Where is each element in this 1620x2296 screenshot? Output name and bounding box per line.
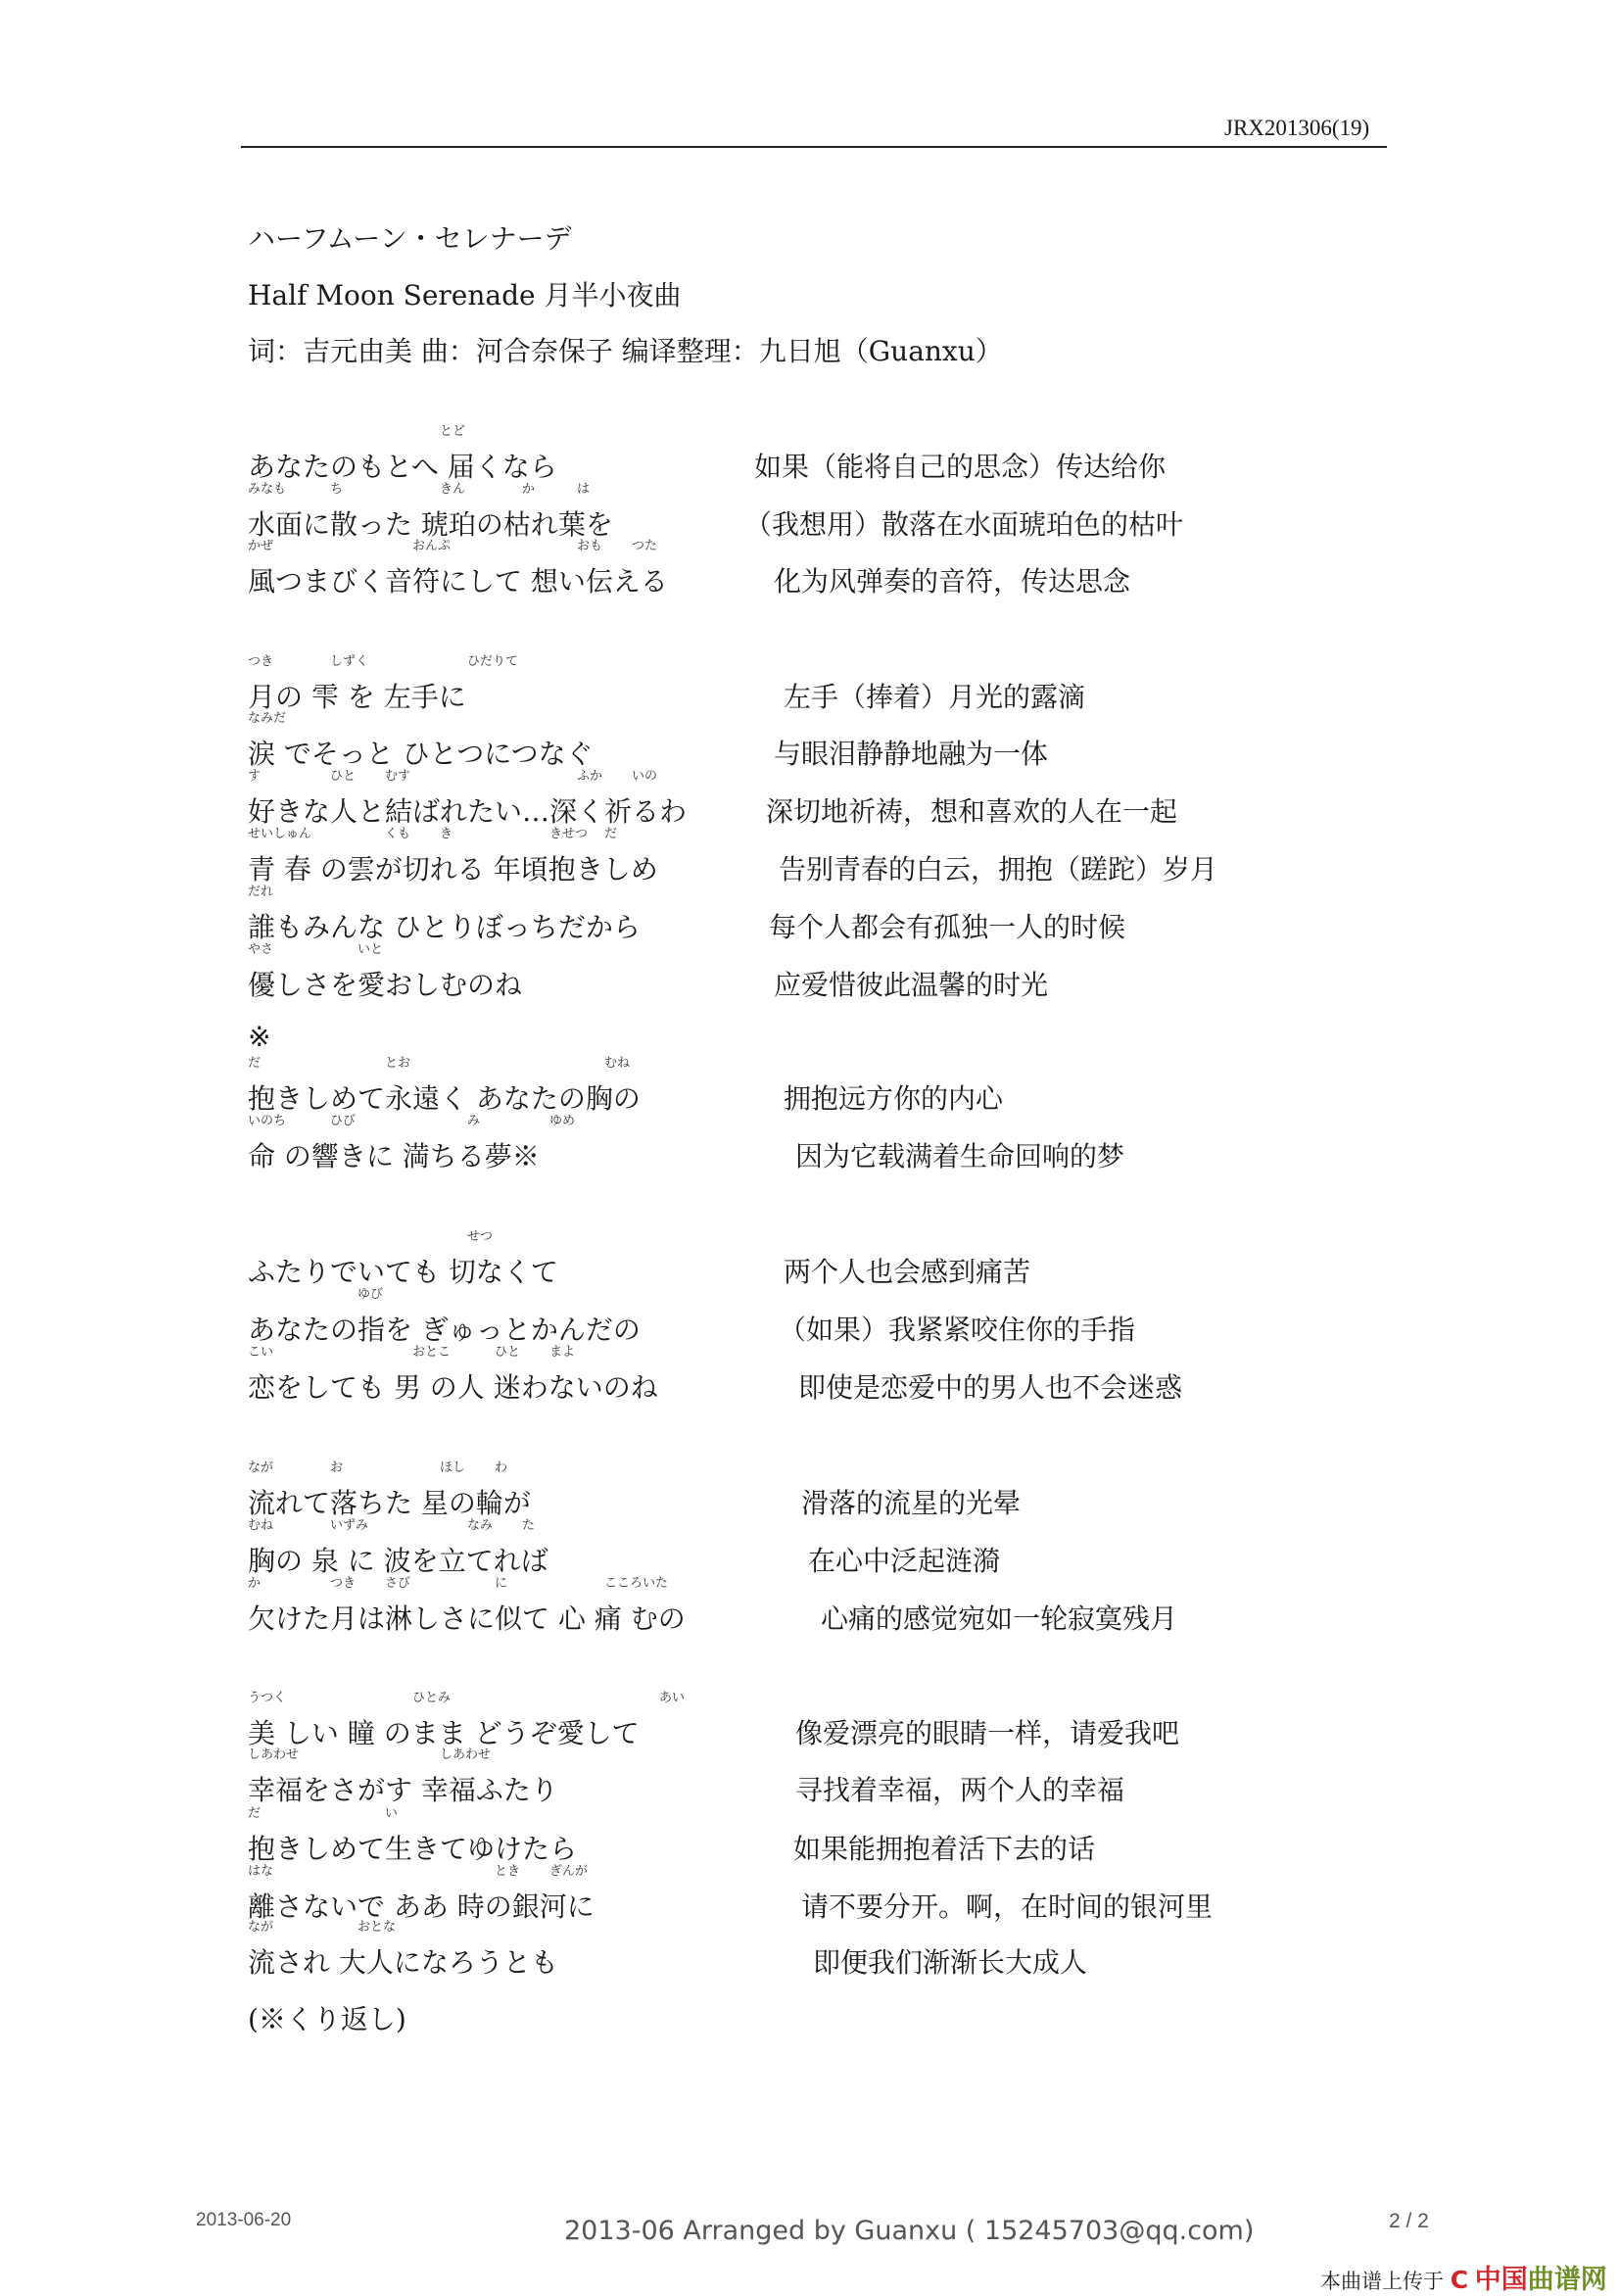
lyric-line-cn: 因为它载满着生命回响的梦 <box>795 1140 1125 1172</box>
title-credits: 词：吉元由美 曲：河合奈保子 编译整理：九日旭（Guanxu） <box>248 335 1003 367</box>
footer-page-number: 2 / 2 <box>1389 2210 1429 2232</box>
furigana: つた <box>632 539 658 553</box>
furigana: おとこ <box>412 1345 452 1360</box>
lyric-line-jp: 優しさを愛おしむのね <box>248 969 523 1001</box>
lyric-line-cn: 即便我们渐渐长大成人 <box>813 1946 1088 1979</box>
footer-date: 2013-06-20 <box>196 2210 292 2230</box>
furigana: いの <box>632 769 658 784</box>
furigana: だれ <box>248 885 274 899</box>
header-divider <box>241 146 1387 148</box>
furigana: だ <box>248 1806 262 1821</box>
furigana: やさ <box>248 942 274 957</box>
lyric-line-jp: 好きな人と結ばれたい…深く祈るわ <box>248 795 688 828</box>
furigana: せつ <box>467 1229 494 1244</box>
furigana: いずみ <box>330 1518 369 1533</box>
lyric-line-cn: 两个人也会感到痛苦 <box>784 1256 1031 1288</box>
watermark-brand-b: 曲谱网 <box>1527 2265 1607 2295</box>
furigana: こい <box>248 1345 274 1360</box>
lyric-line-cn: （我想用）散落在水面琥珀色的枯叶 <box>744 508 1184 541</box>
lyric-line-jp: 月の 雫 を 左手に <box>248 681 466 713</box>
lyric-line-cn: 请不要分开。啊，在时间的银河里 <box>801 1890 1214 1923</box>
lyric-line-cn: 告别青春的白云，拥抱（蹉跎）岁月 <box>779 853 1218 885</box>
lyric-line-jp: 誰もみんな ひとりぼっちだから <box>248 911 641 943</box>
title-japanese: ハーフムーン・セレナーデ <box>248 222 572 255</box>
furigana: しあわせ <box>248 1747 300 1762</box>
furigana: しずく <box>330 654 369 669</box>
lyric-line-cn: 应爱惜彼此温馨的时光 <box>774 969 1049 1001</box>
furigana: とお <box>385 1056 411 1071</box>
furigana: つき <box>330 1576 357 1591</box>
lyric-line-jp: 美 しい 瞳 のまま どうぞ愛して <box>248 1717 640 1749</box>
furigana: とき <box>495 1864 521 1879</box>
lyric-line-cn: 心痛的感觉宛如一轮寂寞残月 <box>821 1602 1178 1635</box>
furigana: かぜ <box>248 539 274 553</box>
furigana: しあわせ <box>440 1747 492 1762</box>
furigana: に <box>495 1576 508 1591</box>
furigana: むす <box>385 769 411 784</box>
furigana: おんぷ <box>412 539 452 553</box>
footer-arranged-by: 2013-06 Arranged by Guanxu ( 15245703@qq.com) <box>564 2216 1255 2246</box>
lyric-line-cn: 像爱漂亮的眼睛一样，请爱我吧 <box>795 1717 1180 1749</box>
lyric-line-jp: 胸の 泉 に 波を立てれば <box>248 1545 548 1577</box>
lyric-line-cn: 深切地祈祷，想和喜欢的人在一起 <box>766 795 1178 828</box>
lyric-line-jp: 欠けた月は淋しさに似て 心 痛 むの <box>248 1602 686 1635</box>
furigana: あい <box>659 1691 686 1705</box>
furigana: ほし <box>440 1460 466 1475</box>
furigana: ひび <box>330 1114 357 1128</box>
lyric-line-jp: 恋をしても 男 の人 迷わないのね <box>248 1371 658 1404</box>
furigana: か <box>522 482 536 497</box>
furigana: ひと <box>495 1345 521 1360</box>
lyric-line-jp: あなたの指を ぎゅっとかんだの <box>248 1314 641 1346</box>
furigana: いと <box>357 942 384 957</box>
footer-watermark <box>1320 2258 1607 2296</box>
furigana: い <box>385 1806 399 1821</box>
furigana: おとな <box>357 1920 397 1935</box>
furigana: なが <box>248 1920 274 1935</box>
furigana: つき <box>248 654 274 669</box>
lyric-line-cn: 滑落的流星的光晕 <box>801 1487 1022 1519</box>
furigana: いのち <box>248 1114 287 1128</box>
furigana: ゆめ <box>549 1114 576 1128</box>
furigana: か <box>248 1576 262 1591</box>
lyric-line-jp: ※ <box>248 1021 271 1053</box>
lyric-line-jp: 涙 でそっと ひとつにつなぐ <box>248 738 594 770</box>
furigana: す <box>248 769 262 784</box>
lyric-line-jp: 流れて落ちた 星の輪が <box>248 1487 531 1519</box>
lyric-line-jp: 青 春 の雲が切れる 年頃抱きしめ <box>248 853 658 885</box>
lyric-line-cn: 与眼泪静静地融为一体 <box>774 738 1049 770</box>
watermark-text: 本曲谱上传于 <box>1320 2270 1444 2293</box>
lyric-line-jp: 命 の響きに 満ちる夢※ <box>248 1140 540 1172</box>
furigana: なみだ <box>248 711 287 726</box>
furigana: だ <box>604 827 618 841</box>
furigana: せいしゅん <box>248 827 312 841</box>
furigana: くも <box>385 827 411 841</box>
lyric-line-cn: 寻找着幸福，两个人的幸福 <box>795 1774 1125 1806</box>
furigana: ゆび <box>357 1287 384 1302</box>
lyric-line-jp: 風つまびく音符にして 想い伝える <box>248 565 668 598</box>
furigana: きせつ <box>549 827 589 841</box>
furigana: だ <box>248 1056 262 1071</box>
furigana: なが <box>248 1460 274 1475</box>
furigana: こころいた <box>604 1576 669 1591</box>
furigana: おも <box>577 539 603 553</box>
lyric-line-cn: 即使是恋爱中的男人也不会迷惑 <box>798 1371 1183 1404</box>
furigana: お <box>330 1460 344 1475</box>
furigana: ひとみ <box>412 1691 452 1705</box>
title-english-chinese: Half Moon Serenade 月半小夜曲 <box>248 279 682 311</box>
furigana: はな <box>248 1864 274 1879</box>
furigana: まよ <box>549 1345 576 1360</box>
lyric-line-cn: 左手（捧着）月光的露滴 <box>784 681 1086 713</box>
furigana: うつく <box>248 1691 287 1705</box>
lyric-line-cn: 每个人都会有孤独一人的时候 <box>769 911 1126 943</box>
furigana: た <box>522 1518 536 1533</box>
lyric-line-jp: 水面に散った 琥珀の枯れ葉を <box>248 508 613 541</box>
furigana: とど <box>440 424 466 439</box>
watermark-brand-a: 中国 <box>1474 2265 1528 2295</box>
furigana: ち <box>330 482 344 497</box>
lyric-line-cn: 化为风弹奏的音符，传达思念 <box>774 565 1131 598</box>
lyric-line-jp: 幸福をさがす 幸福ふたり <box>248 1774 558 1806</box>
watermark-logo-icon: C <box>1450 2266 1469 2294</box>
furigana: みなも <box>248 482 287 497</box>
lyric-line-cn: 在心中泛起涟漪 <box>808 1545 1001 1577</box>
furigana: ひと <box>330 769 357 784</box>
lyric-line-jp: あなたのもとへ 届くなら <box>248 451 557 483</box>
lyric-line-cn: 如果能拥抱着活下去的话 <box>793 1833 1096 1865</box>
furigana: ぎんが <box>549 1864 589 1879</box>
header-code: JRX201306(19) <box>1224 116 1370 140</box>
lyric-line-jp: 抱きしめて永遠く あなたの胸の <box>248 1082 641 1115</box>
furigana: き <box>440 827 453 841</box>
lyric-line-cn: 如果（能将自己的思念）传达给你 <box>754 451 1167 483</box>
furigana: むね <box>604 1056 631 1071</box>
furigana: は <box>577 482 591 497</box>
furigana: ふか <box>577 769 603 784</box>
furigana: むね <box>248 1518 274 1533</box>
furigana: なみ <box>467 1518 494 1533</box>
furigana: み <box>467 1114 481 1128</box>
lyric-line-cn: 拥抱远方你的内心 <box>784 1082 1004 1115</box>
lyric-line-jp: (※くり返し) <box>248 2003 406 2035</box>
furigana: さび <box>385 1576 411 1591</box>
lyric-line-cn: （如果）我紧紧咬住你的手指 <box>779 1314 1136 1346</box>
lyric-line-jp: 離さないで ああ 時の銀河に <box>248 1890 595 1923</box>
furigana: わ <box>495 1460 508 1475</box>
lyric-line-jp: ふたりでいても 切なくて <box>248 1256 558 1288</box>
furigana: ひだりて <box>467 654 519 669</box>
lyric-line-jp: 流され 大人になろうとも <box>248 1946 558 1979</box>
furigana: きん <box>440 482 466 497</box>
lyric-line-jp: 抱きしめて生きてゆけたら <box>248 1833 578 1865</box>
